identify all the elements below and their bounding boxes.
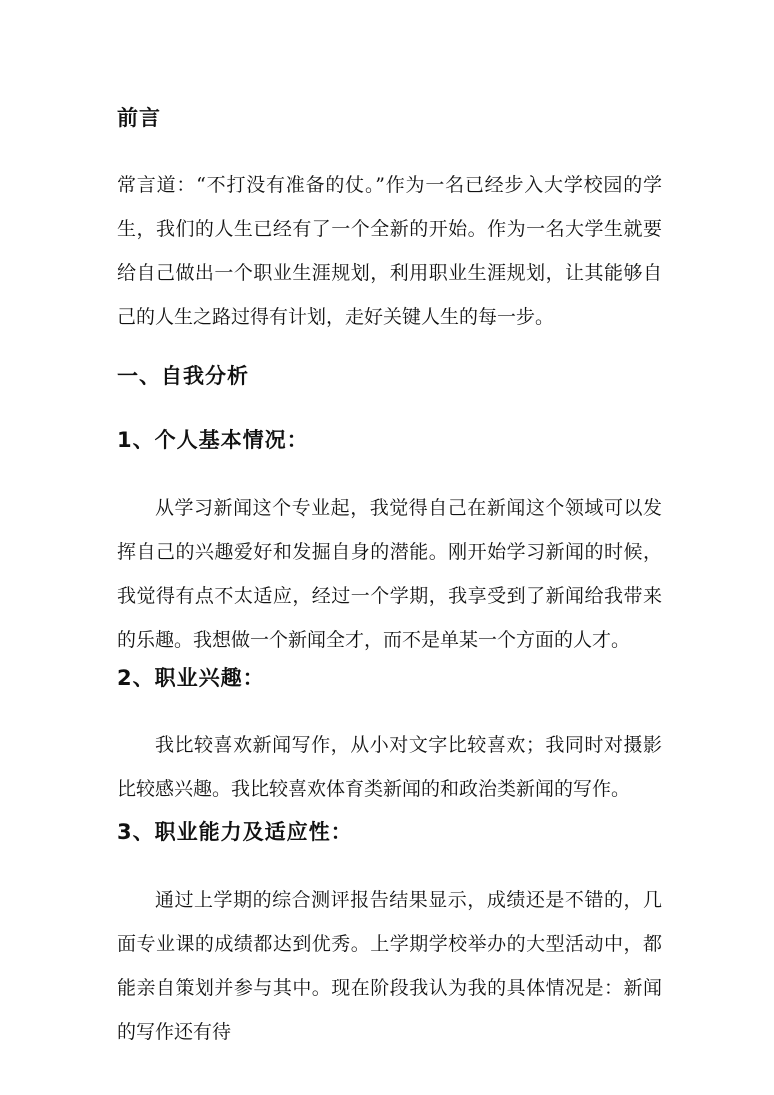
paragraph-career-interest: 我比较喜欢新闻写作，从小对文字比较喜欢；我同时对摄影比较感兴趣。我比较喜欢体育类新闻的和政治类新闻的写作。 [117,734,662,800]
paragraph-basic-info: 从学习新闻这个专业起，我觉得自己在新闻这个领域可以发挥自己的兴趣爱好和发掘自身的潜能。刚开始学习新闻的时候，我觉得有点不太适应，经过一个学期，我享受到了新闻给我带来的乐趣。我想做一个新闻全才，而不是单某一个方面的人才。 [117,497,662,651]
preface-heading: 前言 [117,106,161,130]
paragraph-career-ability: 通过上学期的综合测评报告结果显示，成绩还是不错的，几面专业课的成绩都达到优秀。上学期学校举办的大型活动中，都能亲自策划并参与其中。现在阶段我认为我的具体情况是：新闻的写作还有待 [117,889,662,1043]
section-heading-self-analysis: 一、自我分析 [117,364,249,388]
subsection-heading-career-ability: 3、职业能力及适应性： [117,820,353,844]
preface-paragraph: 常言道：“不打没有准备的仗。”作为一名已经步入大学校园的学生，我们的人生已经有了一个全新的开始。作为一名大学生就要给自己做出一个职业生涯规划，利用职业生涯规划，让其能够自己的人生之路过得有计划，走好关键人生的每一步。 [117,174,662,328]
subsection-heading-basic-info: 1、个人基本情况： [117,428,309,452]
subsection-heading-career-interest: 2、职业兴趣： [117,666,265,690]
